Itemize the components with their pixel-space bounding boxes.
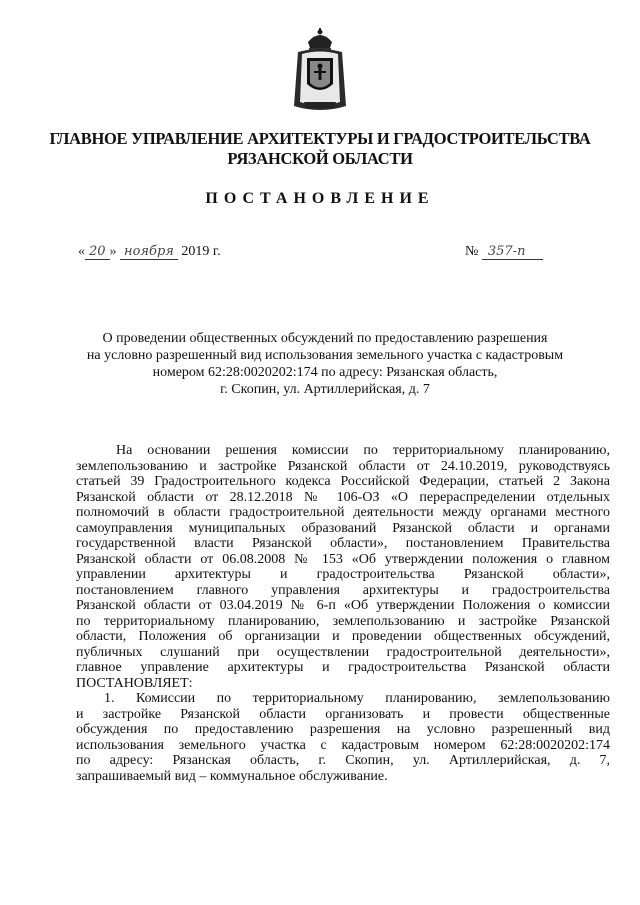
body-line: и застройке Рязанской области организовать и провести общественные xyxy=(76,706,610,722)
body-line: государственной власти Рязанской области», постановлением Правительства xyxy=(76,536,610,551)
number-value-handwritten: 357-п xyxy=(482,244,544,260)
document-type-title: ПОСТАНОВЛЕНИЕ xyxy=(205,190,435,207)
body-line: использования земельного участка с кадастровым номером 62:28:0020202:174 xyxy=(76,737,610,753)
body-line: землепользованию и застройке Рязанской области от 24.10.2019, руководствуясь xyxy=(76,458,610,474)
body-line: постановлением главного управления архитектуры и градостроительства xyxy=(76,582,610,598)
body-line: обсуждения по предоставлению разрешения на условно разрешенный вид xyxy=(76,722,610,737)
subject-line: О проведении общественных обсуждений по предоставлению разрешения xyxy=(102,331,548,346)
body-line: запрашиваемый вид – коммунальное обслуживание. xyxy=(76,768,388,784)
coat-of-arms-emblem xyxy=(290,28,350,114)
body-line: полномочий в области градостроительной деятельности между органами местного xyxy=(76,505,610,520)
document-body xyxy=(76,443,610,784)
date-year: 2019 г. xyxy=(181,244,221,259)
body-line: самоуправления муниципальных образований Рязанской области и органами xyxy=(76,520,610,536)
document-subject xyxy=(60,330,590,398)
body-line: по территориальному планированию, землепользованию и застройке Рязанской xyxy=(76,613,610,629)
number-label: № xyxy=(465,244,479,259)
organization-name-line-1: ГЛАВНОЕ УПРАВЛЕНИЕ АРХИТЕКТУРЫ И ГРАДОСТРОИТЕЛЬСТВА xyxy=(49,129,591,148)
body-line: по адресу: Рязанская область, г. Скопин, ул. Артиллерийская, д. 7, xyxy=(76,753,610,768)
subject-line: г. Скопин, ул. Артиллерийская, д. 7 xyxy=(220,382,430,397)
body-line: публичных слушаний при осуществлении градостроительной деятельности», xyxy=(76,644,610,660)
body-line: На основании решения комиссии по территориальному планированию, xyxy=(116,443,610,458)
document-number xyxy=(465,244,543,260)
body-line: главное управление архитектуры и градостроительства Рязанской области xyxy=(76,660,610,675)
date-month-handwritten: ноября xyxy=(120,244,178,260)
body-line: Рязанской области от 06.08.2008 № 153 «Об утверждении положения о главном xyxy=(76,551,610,567)
body-line-decree-word: ПОСТАНОВЛЯЕТ: xyxy=(76,675,193,691)
body-line: статьей 39 Градостроительного кодекса Российской Федерации, статьей 2 Закона xyxy=(76,474,610,489)
body-line: 1. Комиссии по территориальному планированию, землепользованию xyxy=(104,691,610,706)
body-line: области, Положения об организации и проведении общественных обсуждений, xyxy=(76,629,610,644)
organization-name-line-2: РЯЗАНСКОЙ ОБЛАСТИ xyxy=(227,149,413,168)
body-line: управлении архитектуры и градостроительства Рязанской области», xyxy=(76,567,610,582)
subject-line: на условно разрешенный вид использования земельного участка с кадастровым xyxy=(86,348,564,363)
body-line: Рязанской области от 28.12.2018 № 106-ОЗ «О перераспределении отдельных xyxy=(76,489,610,505)
document-date: « 20 » ноября 2019 г. xyxy=(78,244,221,259)
date-day-handwritten: 20 xyxy=(85,244,110,260)
body-line: Рязанской области от 03.04.2019 № 6-п «Об утверждении Положения о комиссии xyxy=(76,598,610,613)
subject-line: номером 62:28:0020202:174 по адресу: Рязанская область, xyxy=(152,365,498,380)
